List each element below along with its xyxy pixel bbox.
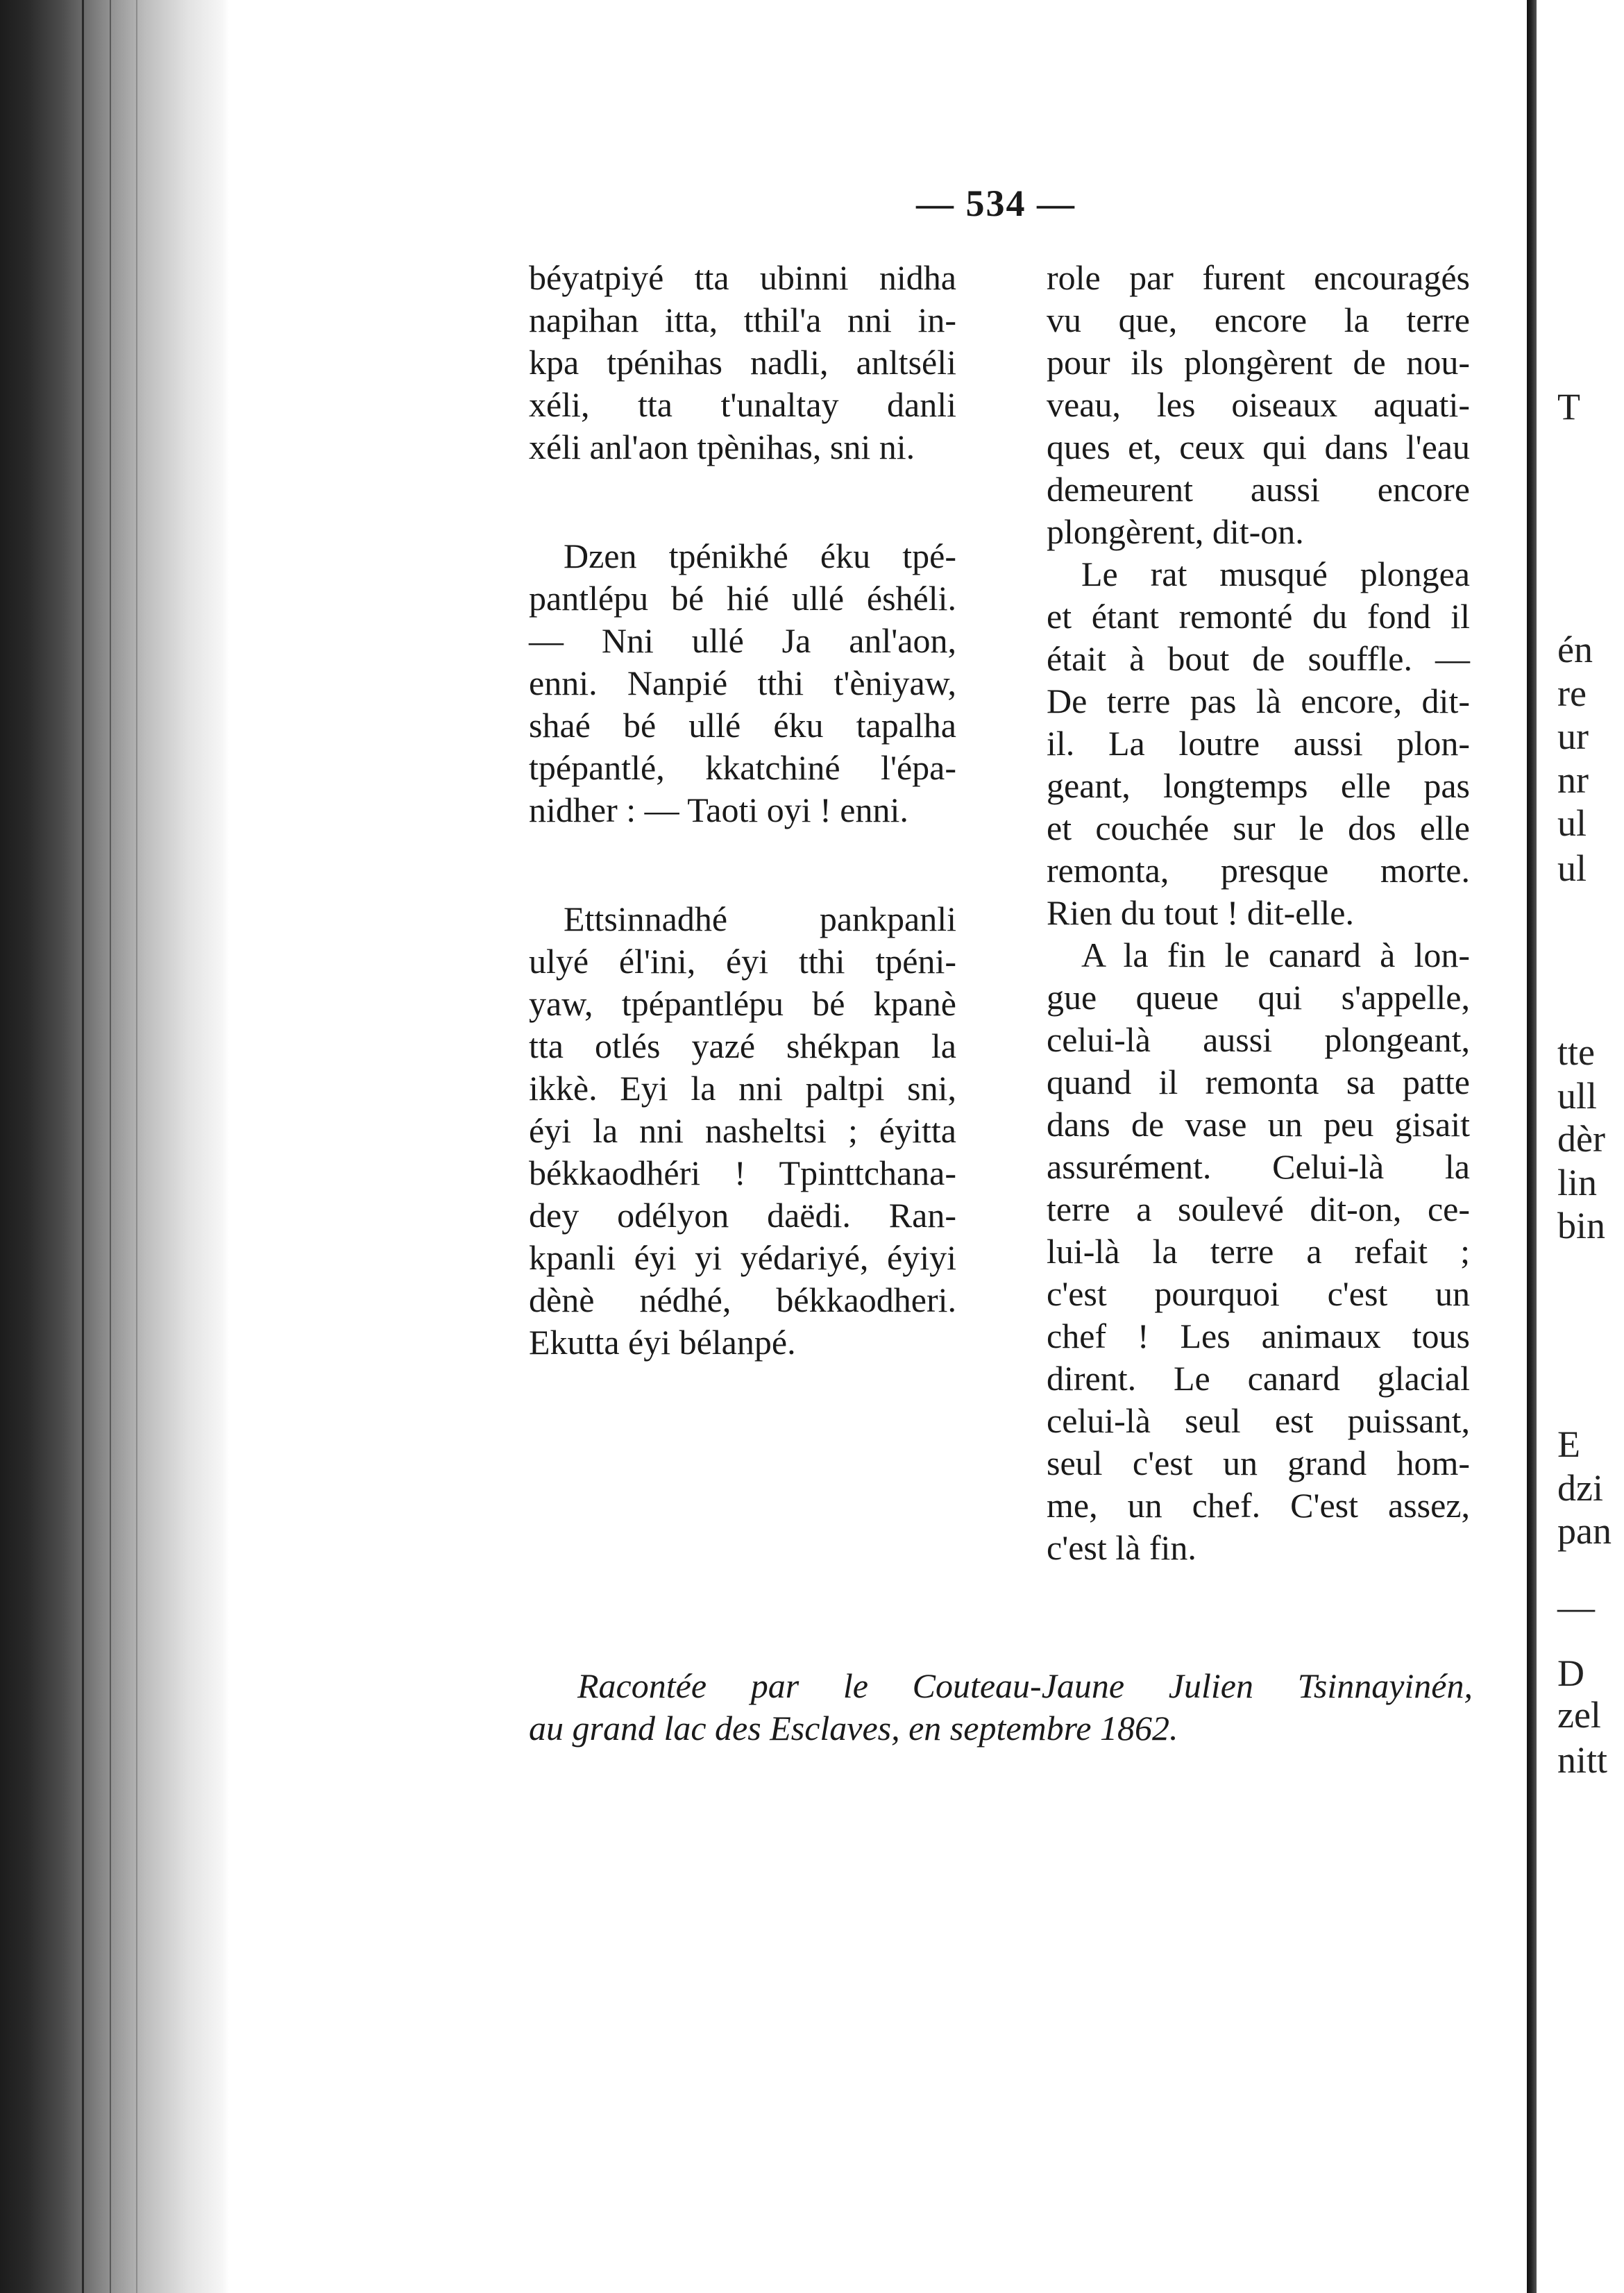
left-column-text	[529, 257, 956, 1364]
text-line: A la fin le canard à lon-	[1081, 936, 1470, 974]
adjacent-page-fragment: bin	[1557, 1205, 1606, 1246]
adjacent-page-fragment: nitt	[1557, 1739, 1608, 1781]
adjacent-page-fragment: ul	[1557, 802, 1587, 844]
adjacent-page-fragment: zel	[1557, 1694, 1601, 1736]
text-line: veau, les oiseaux aquati-	[1047, 385, 1470, 424]
story-attribution	[529, 1664, 1473, 1749]
page-number: — 534 —	[916, 183, 1076, 224]
text-line: pantlépu bé hié ullé éshéli.	[529, 579, 956, 618]
text-line: éyi la nni nasheltsi ; éyitta	[529, 1111, 956, 1150]
text-line: assurément. Celui-là la	[1047, 1147, 1470, 1186]
text-line: ques et, ceux qui dans l'eau	[1047, 428, 1470, 466]
text-line: dirent. Le canard glacial	[1047, 1359, 1470, 1398]
attribution-line: au grand lac des Esclaves, en septembre 1862.	[529, 1709, 1178, 1748]
text-line: gue queue qui s'appelle,	[1047, 978, 1470, 1017]
text-line: békkaodhéri ! Tpinttchana-	[529, 1153, 956, 1192]
text-line: dey odélyon daëdi. Ran-	[529, 1196, 956, 1235]
text-line: ulyé él'ini, éyi tthi tpéni-	[529, 942, 956, 981]
text-line: geant, longtemps elle pas	[1047, 766, 1470, 805]
text-line: nidher : — Taoti oyi ! enni.	[529, 790, 908, 829]
text-line: il. La loutre aussi plon-	[1047, 724, 1470, 763]
text-line: role par furent encouragés	[1047, 258, 1470, 297]
adjacent-page-fragment: nr	[1557, 759, 1589, 801]
text-line: shaé bé ullé éku tapalha	[529, 706, 956, 745]
text-line: yaw, tpépantlépu bé kpanè	[529, 984, 956, 1023]
text-line: Le rat musqué plongea	[1081, 555, 1470, 593]
adjacent-page-fragment: ull	[1557, 1075, 1598, 1117]
attribution-line: Racontée par le Couteau-Jaune Julien Tsinnayinén,	[577, 1666, 1473, 1705]
text-line: c'est là fin.	[1047, 1528, 1196, 1567]
text-line: xéli anl'aon tpènihas, sni ni.	[529, 428, 915, 466]
text-line: Ettsinnadhé pankpanli	[564, 899, 956, 938]
text-line: chef ! Les animaux tous	[1047, 1317, 1470, 1355]
adjacent-page-fragment: E	[1557, 1423, 1580, 1465]
paragraph-gap	[529, 468, 956, 535]
book-binding-edge	[0, 0, 229, 2293]
text-line: kpa tpénihas nadli, anltséli	[529, 343, 956, 382]
text-line: Rien du tout ! dit-elle.	[1047, 893, 1354, 932]
paragraph	[529, 535, 956, 831]
adjacent-page-fragment: D	[1557, 1652, 1584, 1694]
text-line: Ekutta éyi bélanpé.	[529, 1323, 796, 1362]
page-gutter-divider	[1527, 0, 1537, 2293]
text-line: et étant remonté du fond il	[1047, 597, 1470, 636]
adjacent-page-fragment: tte	[1557, 1031, 1595, 1073]
right-column-text	[1047, 257, 1470, 1569]
adjacent-page-fragment: én	[1557, 629, 1593, 670]
paragraph	[529, 257, 956, 468]
text-line: remonta, presque morte.	[1047, 851, 1470, 890]
text-line: enni. Nanpié tthi t'èniyaw,	[529, 663, 956, 702]
adjacent-page-edge	[1537, 0, 1624, 2293]
adjacent-page-fragment: ur	[1557, 716, 1589, 757]
text-line: et couchée sur le dos elle	[1047, 809, 1470, 847]
text-line: napihan itta, tthil'a nni in-	[529, 301, 956, 339]
paragraph-gap	[529, 831, 956, 898]
adjacent-page-fragment: dèr	[1557, 1118, 1605, 1160]
text-line: dans de vase un peu gisait	[1047, 1105, 1470, 1144]
adjacent-page-fragment: dzi	[1557, 1467, 1603, 1509]
adjacent-page-fragment: —	[1557, 1587, 1595, 1628]
adjacent-page-fragment: pan	[1557, 1510, 1612, 1552]
paragraph	[1047, 257, 1470, 1569]
text-line: kpanli éyi yi yédariyé, éyiyi	[529, 1238, 956, 1277]
text-line: Dzen tpénikhé éku tpé-	[564, 536, 956, 575]
text-line: xéli, tta t'unaltay danli	[529, 385, 956, 424]
text-line: me, un chef. C'est assez,	[1047, 1486, 1470, 1525]
text-line: ikkè. Eyi la nni paltpi sni,	[529, 1069, 956, 1108]
text-line: seul c'est un grand hom-	[1047, 1444, 1470, 1482]
text-line: celui-là seul est puissant,	[1047, 1401, 1470, 1440]
text-line: plongèrent, dit-on.	[1047, 512, 1304, 551]
text-line: tpépantlé, kkatchiné l'épa-	[529, 748, 956, 787]
text-line: celui-là aussi plongeant,	[1047, 1020, 1470, 1059]
text-line: demeurent aussi encore	[1047, 470, 1470, 509]
paragraph	[529, 898, 956, 1364]
text-line: terre a soulevé dit-on, ce-	[1047, 1190, 1470, 1228]
text-line: tta otlés yazé shékpan la	[529, 1026, 956, 1065]
text-line: béyatpiyé tta ubinni nidha	[529, 258, 956, 297]
text-line: dènè nédhé, békkaodheri.	[529, 1280, 956, 1319]
adjacent-page-fragment: re	[1557, 672, 1587, 714]
text-line: lui-là la terre a refait ;	[1047, 1232, 1470, 1271]
adjacent-page-fragment: ul	[1557, 847, 1587, 889]
text-line: — Nni ullé Ja anl'aon,	[529, 621, 956, 660]
text-line: De terre pas là encore, dit-	[1047, 682, 1470, 720]
text-line: était à bout de souffle. —	[1047, 639, 1470, 678]
text-line: vu que, encore la terre	[1047, 301, 1470, 339]
text-line: pour ils plongèrent de nou-	[1047, 343, 1470, 382]
adjacent-page-fragment: T	[1557, 386, 1580, 428]
adjacent-page-fragment: lin	[1557, 1162, 1598, 1203]
text-line: quand il remonta sa patte	[1047, 1063, 1470, 1101]
text-line: c'est pourquoi c'est un	[1047, 1274, 1470, 1313]
